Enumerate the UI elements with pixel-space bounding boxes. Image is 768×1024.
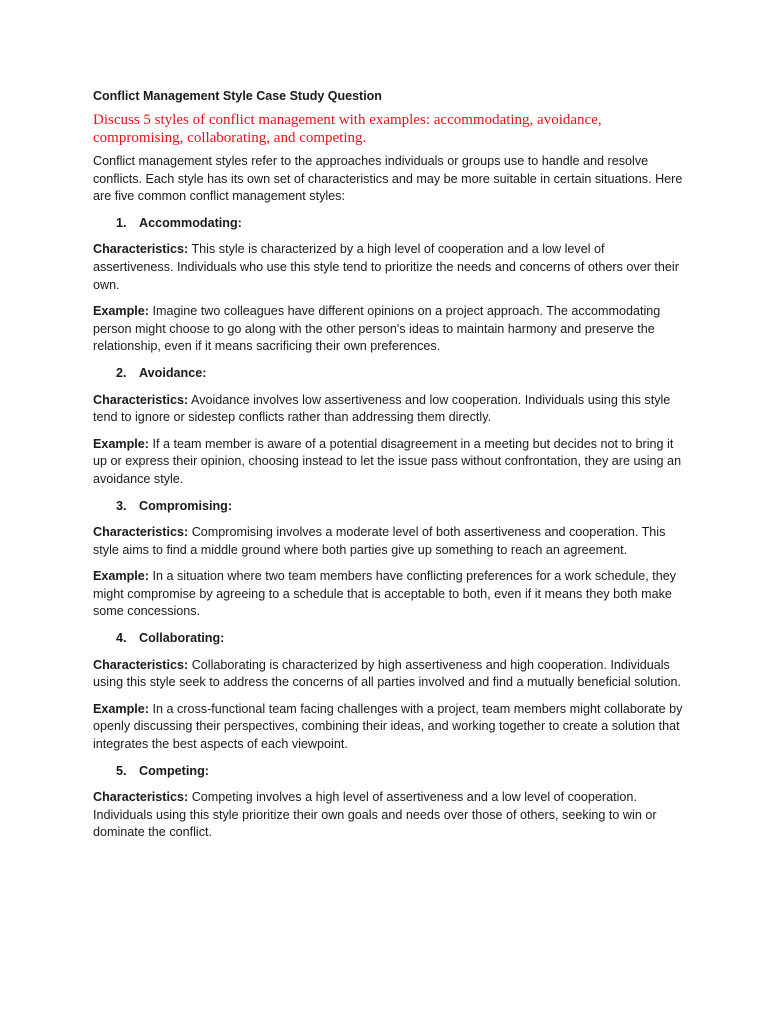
characteristics-paragraph-collaborating	[93, 657, 683, 692]
example-paragraph-collaborating	[93, 701, 683, 754]
characteristics-text: Collaborating is characterized by high assertiveness and high cooperation. Individuals using this style seek to address the concerns of all parties involved and find a mutually beneficial solution.	[93, 657, 682, 690]
characteristics-text: Compromising involves a moderate level of both assertiveness and cooperation. This style aims to find a middle ground where both parties give up something to reach an agreement.	[93, 525, 666, 557]
style-heading-competing	[93, 763, 683, 781]
style-heading-compromising	[93, 498, 683, 516]
style-name: Collaborating:	[139, 631, 225, 646]
characteristics-label: Characteristics:	[93, 790, 189, 805]
characteristics-label: Characteristics:	[93, 657, 189, 672]
example-paragraph-avoidance	[93, 436, 683, 489]
characteristics-paragraph-competing	[93, 789, 683, 842]
style-number: 5.	[116, 763, 127, 778]
style-heading-avoidance	[93, 365, 683, 383]
style-name: Accommodating:	[139, 215, 242, 230]
style-heading-accommodating	[93, 215, 683, 233]
example-text: Imagine two colleagues have different opinions on a project approach. The accommodating person might choose to go along with the other person's ideas to maintain harmony and preserve the relationship, even if it means sacrificing their own preferences.	[93, 304, 661, 354]
style-heading-collaborating	[93, 630, 683, 648]
characteristics-text: Competing involves a high level of assertiveness and a low level of cooperation. Individuals using this style prioritize their own goals and needs over those of others, seeking to win or dominate the conflict.	[93, 790, 657, 840]
characteristics-label: Characteristics:	[93, 525, 189, 540]
style-name: Compromising:	[139, 498, 233, 513]
example-label: Example:	[93, 304, 149, 319]
example-label: Example:	[93, 701, 149, 716]
question-text: Discuss 5 styles of conflict management with examples: accommodating, avoidance, compromising, collaborating, and competing.	[93, 112, 602, 146]
characteristics-label: Characteristics:	[93, 392, 189, 407]
document-body	[93, 87, 683, 851]
style-number: 4.	[116, 631, 127, 646]
example-paragraph-compromising	[93, 568, 683, 621]
example-label: Example:	[93, 569, 149, 584]
style-name: Avoidance:	[139, 365, 207, 380]
style-name: Competing:	[139, 763, 209, 778]
style-number: 1.	[116, 215, 127, 230]
example-text: In a situation where two team members have conflicting preferences for a work schedule, they might compromise by agreeing to a schedule that is acceptable to both, even if it means they both make some concessions.	[93, 569, 677, 619]
intro-paragraph: Conflict management styles refer to the approaches individuals or groups use to handle and resolve conflicts. Each style has its own set of characteristics and may be more suitable in certain situations. Here are five common conflict management styles:	[93, 154, 683, 204]
characteristics-text: This style is characterized by a high level of cooperation and a low level of assertiveness. Individuals who use this style tend to prioritize the needs and concerns of others over their own.	[93, 242, 679, 292]
characteristics-label: Characteristics:	[93, 242, 189, 257]
characteristics-paragraph-compromising	[93, 524, 683, 559]
example-text: In a cross-functional team facing challenges with a project, team members might collaborate by openly discussing their perspectives, combining their ideas, and working together to create a solution that integrates the best aspects of each viewpoint.	[93, 701, 683, 752]
example-label: Example:	[93, 436, 149, 451]
style-number: 2.	[116, 365, 127, 380]
example-text: If a team member is aware of a potential disagreement in a meeting but decides not to bring it up or express their opinion, choosing instead to let the issue pass without confrontation, they are using an avoidance style.	[93, 436, 682, 486]
style-number: 3.	[116, 498, 127, 513]
document-title: Conflict Management Style Case Study Question	[93, 89, 382, 103]
characteristics-paragraph-avoidance	[93, 392, 683, 427]
characteristics-text: Avoidance involves low assertiveness and low cooperation. Individuals using this style tend to ignore or sidestep conflicts rather than addressing them directly.	[93, 392, 671, 425]
example-paragraph-accommodating	[93, 303, 683, 356]
characteristics-paragraph-accommodating	[93, 241, 683, 294]
